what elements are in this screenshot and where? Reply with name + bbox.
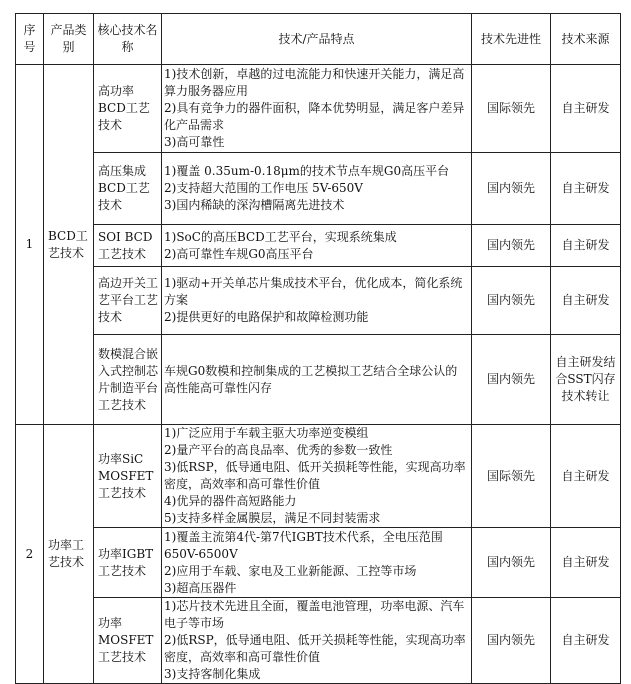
tech-features bbox=[162, 598, 472, 684]
tech-name: 功率SiC MOSFET工艺技术 bbox=[94, 425, 162, 528]
header-features: 技术/产品特点 bbox=[162, 14, 472, 65]
feature-line: 3)超高压器件 bbox=[164, 580, 237, 595]
tech-source: 自主研发 bbox=[551, 225, 621, 267]
feature-line: 2)低RSP，低导通电阻、低开关损耗等性能，实现高功率密度，高效率和高可靠性价值 bbox=[164, 633, 466, 664]
feature-line: 2)高可靠性车规G0高压平台 bbox=[164, 246, 314, 261]
header-source: 技术来源 bbox=[551, 14, 621, 65]
table-row bbox=[16, 65, 621, 153]
feature-line: 2)量产平台的高良品率、优秀的参数一致性 bbox=[164, 443, 393, 457]
group-category: 功率工艺技术 bbox=[44, 425, 94, 684]
feature-line: 3)支持客制化集成 bbox=[164, 667, 261, 681]
header-core-tech: 核心技术名称 bbox=[94, 14, 162, 65]
tech-name: 功率MOSFET工艺技术 bbox=[94, 598, 162, 684]
tech-table-container bbox=[15, 13, 621, 684]
tech-features bbox=[162, 65, 472, 153]
tech-name: 高功率BCD工艺技术 bbox=[94, 65, 162, 153]
table-row bbox=[16, 425, 621, 528]
tech-advancement: 国内领先 bbox=[472, 528, 551, 598]
tech-advancement: 国内领先 bbox=[472, 225, 551, 267]
table-row bbox=[16, 267, 621, 335]
tech-source: 自主研发 bbox=[551, 528, 621, 598]
tech-advancement: 国内领先 bbox=[472, 598, 551, 684]
feature-line: 1)覆盖 0.35um-0.18μm的技术节点车规G0高压平台 bbox=[164, 164, 450, 178]
feature-line: 4)优异的器件高短路能力 bbox=[164, 494, 297, 508]
tech-features bbox=[162, 335, 472, 425]
tech-features bbox=[162, 528, 472, 598]
feature-line: 1)芯片技术先进且全面，覆盖电池管理，功率电源、汽车电子等市场 bbox=[164, 599, 465, 630]
table-row bbox=[16, 225, 621, 267]
feature-line: 2)应用于车载、家电及工业新能源、工控等市场 bbox=[164, 563, 417, 578]
tech-features bbox=[162, 267, 472, 335]
tech-source: 自主研发 bbox=[551, 267, 621, 335]
tech-advancement: 国内领先 bbox=[472, 267, 551, 335]
feature-line: 3)低RSP，低导通电阻、低开关损耗等性能，实现高功率密度，高效率和高可靠性价值 bbox=[164, 460, 466, 491]
feature-line: 1)驱动+开关单芯片集成技术平台，优化成本，简化系统方案 bbox=[164, 276, 463, 307]
feature-line: 1)技术创新，卓越的过电流能力和快速开关能力，满足高算力服务器应用 bbox=[164, 67, 465, 98]
table-row bbox=[16, 528, 621, 598]
tech-advancement: 国内领先 bbox=[472, 335, 551, 425]
feature-line: 2)支持超大范围的工作电压 5V-650V bbox=[164, 181, 363, 195]
tech-features bbox=[162, 153, 472, 225]
tech-name: 高边开关工艺平台工艺技术 bbox=[94, 267, 162, 335]
table-row bbox=[16, 153, 621, 225]
tech-advancement: 国际领先 bbox=[472, 425, 551, 528]
tech-source: 自主研发 bbox=[551, 65, 621, 153]
feature-line: 3)国内稀缺的深沟槽隔离先进技术 bbox=[164, 198, 345, 212]
tech-advancement: 国际领先 bbox=[472, 65, 551, 153]
table-row bbox=[16, 335, 621, 425]
feature-line: 2)具有竞争力的器件面积，降本优势明显，满足客户差异化产品需求 bbox=[164, 101, 465, 132]
header-seq: 序号 bbox=[16, 14, 44, 65]
tech-source: 自主研发 bbox=[551, 425, 621, 528]
tech-source: 自主研发 bbox=[551, 598, 621, 684]
feature-line: 3)高可靠性 bbox=[164, 135, 225, 149]
feature-line: 车规G0数模和控制集成的工艺模拟工艺结合全球公认的高性能高可靠性闪存 bbox=[164, 363, 458, 395]
tech-features bbox=[162, 225, 472, 267]
table-header-row bbox=[16, 14, 621, 65]
tech-name: 功率IGBT工艺技术 bbox=[94, 528, 162, 598]
feature-line: 5)支持多样金属膜层，满足不同封装需求 bbox=[164, 511, 381, 525]
tech-name: SOI BCD工艺技术 bbox=[94, 225, 162, 267]
feature-line: 2)提供更好的电路保护和故障检测功能 bbox=[164, 310, 369, 324]
core-technology-table bbox=[15, 13, 621, 684]
header-category: 产品类别 bbox=[44, 14, 94, 65]
tech-source: 自主研发结合SST闪存技术转让 bbox=[551, 335, 621, 425]
tech-source: 自主研发 bbox=[551, 153, 621, 225]
feature-line: 1)覆盖主流第4代-第7代IGBT技术代系，全电压范围650V-6500V bbox=[164, 529, 443, 561]
tech-name: 高压集成BCD工艺技术 bbox=[94, 153, 162, 225]
tech-name: 数模混合嵌入式控制芯片制造平台工艺技术 bbox=[94, 335, 162, 425]
tech-advancement: 国内领先 bbox=[472, 153, 551, 225]
tech-features bbox=[162, 425, 472, 528]
group-category: BCD工艺技术 bbox=[44, 65, 94, 425]
group-seq: 1 bbox=[16, 65, 44, 425]
header-advancement: 技术先进性 bbox=[472, 14, 551, 65]
table-row bbox=[16, 598, 621, 684]
feature-line: 1)广泛应用于车载主驱大功率逆变模组 bbox=[164, 426, 369, 440]
group-seq: 2 bbox=[16, 425, 44, 684]
feature-line: 1)SoC的高压BCD工艺平台，实现系统集成 bbox=[164, 229, 397, 244]
